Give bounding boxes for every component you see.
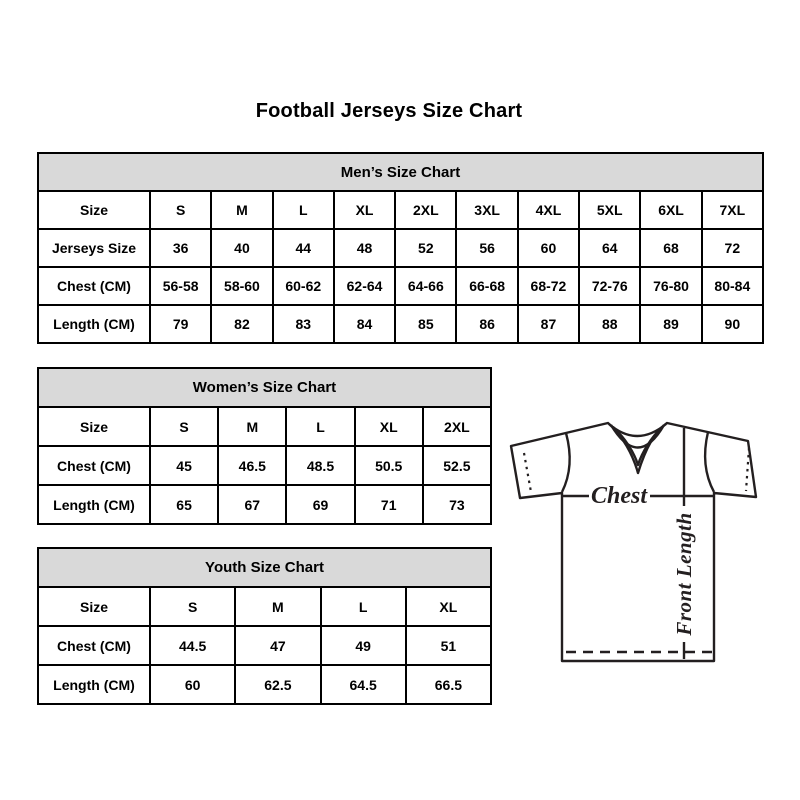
table-cell: 51 [407, 627, 490, 664]
table-cell: L [322, 588, 405, 625]
table-cell: XL [335, 192, 394, 228]
table-cell: 66-68 [457, 268, 516, 304]
table-cell: 87 [519, 306, 578, 342]
table-cell: 47 [236, 627, 319, 664]
row-label: Length (CM) [39, 666, 149, 703]
row-label: Size [39, 408, 149, 445]
table-cell: 44.5 [151, 627, 234, 664]
table-cell: 56 [457, 230, 516, 266]
table-cell: 60 [151, 666, 234, 703]
table-cell: 44 [274, 230, 333, 266]
table-cell: 86 [457, 306, 516, 342]
page-title: Football Jerseys Size Chart [255, 100, 523, 122]
youth-size-table [37, 547, 492, 705]
table-title: Men’s Size Chart [39, 154, 762, 190]
table-cell: L [287, 408, 353, 445]
table-cell: 62.5 [236, 666, 319, 703]
table-cell: 66.5 [407, 666, 490, 703]
row-label: Length (CM) [39, 486, 149, 523]
table-cell: 72 [703, 230, 762, 266]
table-cell: 46.5 [219, 447, 285, 484]
row-label: Chest (CM) [39, 447, 149, 484]
table-cell: 45 [151, 447, 217, 484]
table-cell: 60-62 [274, 268, 333, 304]
table-cell: 58-60 [212, 268, 271, 304]
table-cell: 49 [322, 627, 405, 664]
table-cell: 52.5 [424, 447, 490, 484]
table-cell: 50.5 [356, 447, 422, 484]
table-cell: 82 [212, 306, 271, 342]
table-title: Women’s Size Chart [39, 369, 490, 406]
table-cell: 68-72 [519, 268, 578, 304]
table-cell: 6XL [641, 192, 700, 228]
table-cell: M [236, 588, 319, 625]
table-cell: 4XL [519, 192, 578, 228]
table-cell: 79 [151, 306, 210, 342]
table-cell: 62-64 [335, 268, 394, 304]
jersey-measurement-diagram [498, 408, 772, 670]
chest-label: Chest [590, 483, 648, 509]
table-cell: 85 [396, 306, 455, 342]
table-cell: L [274, 192, 333, 228]
table-cell: 67 [219, 486, 285, 523]
table-cell: 76-80 [641, 268, 700, 304]
row-label: Jerseys Size [39, 230, 149, 266]
row-label: Chest (CM) [39, 627, 149, 664]
row-label: Size [39, 588, 149, 625]
table-cell: 64 [580, 230, 639, 266]
table-cell: 7XL [703, 192, 762, 228]
table-cell: S [151, 408, 217, 445]
table-cell: 2XL [396, 192, 455, 228]
table-cell: 68 [641, 230, 700, 266]
table-cell: 52 [396, 230, 455, 266]
table-cell: XL [356, 408, 422, 445]
table-cell: 60 [519, 230, 578, 266]
table-cell: 40 [212, 230, 271, 266]
row-label: Size [39, 192, 149, 228]
table-cell: 36 [151, 230, 210, 266]
table-cell: 48.5 [287, 447, 353, 484]
womens-size-table [37, 367, 492, 525]
table-cell: 56-58 [151, 268, 210, 304]
table-cell: 80-84 [703, 268, 762, 304]
table-cell: 64-66 [396, 268, 455, 304]
table-cell: 5XL [580, 192, 639, 228]
front-length-label: Front Length [672, 512, 696, 636]
table-cell: 84 [335, 306, 394, 342]
table-cell: M [212, 192, 271, 228]
table-cell: 69 [287, 486, 353, 523]
table-cell: S [151, 192, 210, 228]
table-cell: 3XL [457, 192, 516, 228]
row-label: Length (CM) [39, 306, 149, 342]
table-title: Youth Size Chart [39, 549, 490, 586]
table-cell: 65 [151, 486, 217, 523]
table-cell: 89 [641, 306, 700, 342]
table-cell: 83 [274, 306, 333, 342]
table-cell: 73 [424, 486, 490, 523]
table-cell: 48 [335, 230, 394, 266]
row-label: Chest (CM) [39, 268, 149, 304]
mens-size-table [37, 152, 764, 344]
table-cell: 72-76 [580, 268, 639, 304]
table-cell: XL [407, 588, 490, 625]
table-cell: 71 [356, 486, 422, 523]
table-cell: 64.5 [322, 666, 405, 703]
table-cell: 2XL [424, 408, 490, 445]
table-cell: 90 [703, 306, 762, 342]
table-cell: 88 [580, 306, 639, 342]
jersey-outline [511, 423, 756, 661]
table-cell: S [151, 588, 234, 625]
table-cell: M [219, 408, 285, 445]
